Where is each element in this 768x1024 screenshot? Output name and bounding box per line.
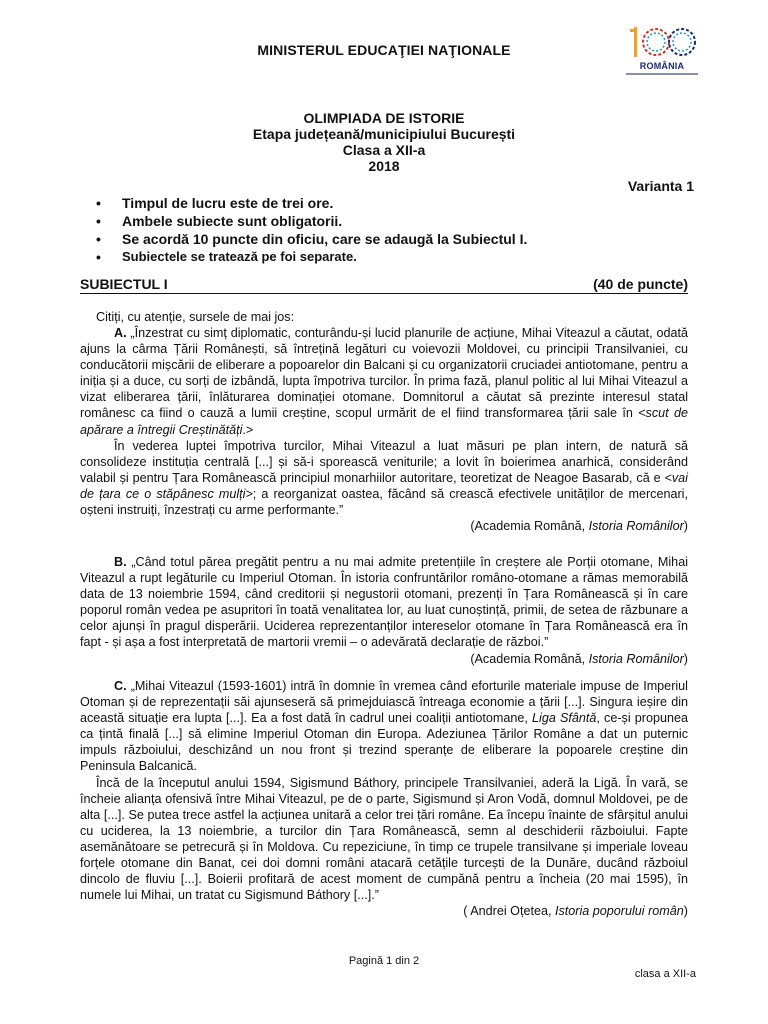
- source-c-citation: [80, 903, 688, 919]
- source-c-paragraph-2: Încă de la începutul anului 1594, Sigismund Báthory, principele Transilvaniei, aderă la Ligă. În vară, se încheie alianța ofensivă între Mihai Viteazul, pe de o parte, Sigismund și Aron Vodă, domnul Moldovei, pe de alta [...]. Se putea trece astfel la acțiunea unitară a celor trei țări române. Ea începu înainte de sfârșitul anului cu uciderea, la 13 noiembrie, a turcilor din Țara Românească, semn al deschiderii războiului. Fapte asemănătoare se petrecură și în Moldova. Cu repeziciune, în timp ce trupele transilvane și imperiale loveau forțele otomane din Banat, cei doi domni români atacară cetățile turcești de la Dunăre, ducând războiul dincolo de fluviu [...]. Boierii profitară de acest moment de cumpănă pentru a încheia (20 mai 1595), în numele lui Mihai, un tratat cu Sigismund Báthory [...].”: [80, 775, 688, 903]
- logo-country-text: ROMÂNIA: [639, 61, 685, 71]
- variant-label: Varianta 1: [627, 178, 694, 194]
- citation-author: ( Andrei Oțetea,: [463, 904, 555, 919]
- source-c-text-end: , ce-și propunea ca țintă finală [...] să elimine Imperiul Otoman din Europa. Adeziunea Țărilor Române a dat un puternic impuls războiului, deschizând un nou front și trezind speranțe de eliberare la popoarele creștine din Peninsula Balcanică.: [80, 711, 688, 774]
- exam-rules-list: [96, 194, 527, 266]
- intro-line: Citiți, cu atenție, sursele de mai jos:: [96, 310, 295, 324]
- subject-points: (40 de puncte): [593, 276, 688, 292]
- source-a-text: „Înzestrat cu simț diplomatic, conturându-și lucid planurile de acțiune, Mihai Viteazul a căutat, odată ajuns la cârma Țării Românești, să întrețină legături cu voievozii Moldovei, cu principii Transilvaniei, cu conducătorii mișcării de eliberare a popoarelor din Balcani și cu organizatorii cruciadei antiotomane, pentru a iniția și a duce, cu sorți de izbândă, lupta împotriva turcilor. În prima fază, planul politic al lui Mihai Viteazul a vizat eliberarea țării, înlăturarea dominației otomane. Domnitorul a căutat să prezinte interesul statal românesc ca fiind o cauză a lumii creștine, scopul urmărit de el fiind transformarea țării sale în: [80, 326, 688, 421]
- citation-author: (Academia Română,: [470, 519, 589, 534]
- rule-item: • Se acordă 10 puncte din oficiu, care se adaugă la Subiectul I.: [96, 230, 527, 248]
- source-c-text: „Mihai Viteazul (1593-1601) intră în domnie în vremea când eforturile materiale impuse de Imperiul Otoman și de reprezentații săi ajunseseră să primejduiască întreaga economie a țării [...]. Singura ieșire din această situație era lupta [...]. Ea a fost dată în cadrul unei coaliții antiotomane,: [80, 679, 688, 726]
- source-a-quote-2: <vai de țara ce o stăpânesc mulți>: [80, 470, 688, 501]
- citation-title: Istoria Românilor: [588, 651, 684, 666]
- source-c-italic: Liga Sfântă: [532, 711, 597, 726]
- source-b-text: „Când totul părea pregătit pentru a nu mai admite pretențiile în creștere ale Porții otomane, Mihai Viteazul a rupt legăturile cu Imperiul Otoman. În istoria confruntărilor româno-otomane a rămas memorabilă data de 13 noiembrie 1594, când creditorii și negustorii otomani, prezenți în Țara Românească și în care poporul român vedea pe asupritori în toată venalitatea lor, au luat cunoștință, primii, de setea de răzbunare a celor ajunși în pragul disperării. Uciderea reprezentanților intereselor otomane în Țara Românească era în fapt - și așa a fost interpretată de martorii vremii – o adevărată declarație de război.”: [80, 555, 688, 650]
- exam-title-block: [0, 110, 768, 174]
- source-b-paragraph: [80, 554, 688, 651]
- centenary-100-icon: [624, 24, 700, 62]
- source-a-text-end: .>: [242, 422, 254, 437]
- citation-title: Istoria Românilor: [588, 519, 684, 534]
- ministry-heading: MINISTERUL EDUCAŢIEI NAŢIONALE: [257, 42, 511, 58]
- source-a-label: A.: [114, 326, 127, 340]
- rule-item: • Subiectele se tratează pe foi separate.: [96, 248, 527, 266]
- source-c: [80, 678, 688, 919]
- source-a: [80, 325, 688, 534]
- citation-close: ): [683, 904, 688, 919]
- source-b: [80, 554, 688, 667]
- footer-class-label: clasa a XII-a: [634, 968, 696, 980]
- source-a-text-2: În vederea luptei împotriva turcilor, Mihai Viteazul a luat măsuri pe plan intern, de natură să consolideze instituția centrală [...] și să-i sporească veniturile; a lovit în boierimea anarhică, considerând valabil și pentru Țara Românească principiul monarhiilor autoritare, teoretizat de Neagoe Basarab, că e: [80, 438, 688, 485]
- source-c-paragraph-1: [80, 678, 688, 775]
- citation-title: Istoria poporului român: [554, 904, 684, 919]
- citation-close: ): [683, 519, 688, 534]
- page-number: Pagină 1 din 2: [348, 955, 420, 967]
- source-a-paragraph-2: [80, 438, 688, 518]
- olympiad-title: OLIMPIADA DE ISTORIE: [303, 110, 465, 126]
- source-a-text-2-end: ; a reorganizat oastea, făcând să crească efectivele unităților de mercenari, oșteni instruiți, înzestrați cu arme performante.”: [80, 486, 688, 518]
- logo-subtitle-line: [626, 73, 698, 75]
- rule-item: • Timpul de lucru este de trei ore.: [96, 194, 527, 212]
- source-a-quote: <scut de apărare a întregii Creștinătăți: [80, 406, 688, 437]
- subject-heading: [80, 276, 688, 294]
- citation-close: ): [683, 651, 688, 666]
- source-b-label: B.: [114, 555, 127, 569]
- source-a-paragraph-1: [80, 325, 688, 438]
- source-a-citation: [80, 518, 688, 534]
- romania-centenary-logo: [624, 24, 700, 76]
- subject-title: SUBIECTUL I: [80, 276, 168, 292]
- stage-title: Etapa județeană/municipiului București: [252, 126, 516, 142]
- instructions-text: [80, 309, 688, 325]
- source-c-label: C.: [114, 679, 127, 693]
- rule-item: • Ambele subiecte sunt obligatorii.: [96, 212, 527, 230]
- citation-author: (Academia Română,: [470, 651, 589, 666]
- year-title: 2018: [368, 158, 400, 174]
- class-title: Clasa a XII-a: [342, 142, 426, 158]
- source-b-citation: [80, 651, 688, 667]
